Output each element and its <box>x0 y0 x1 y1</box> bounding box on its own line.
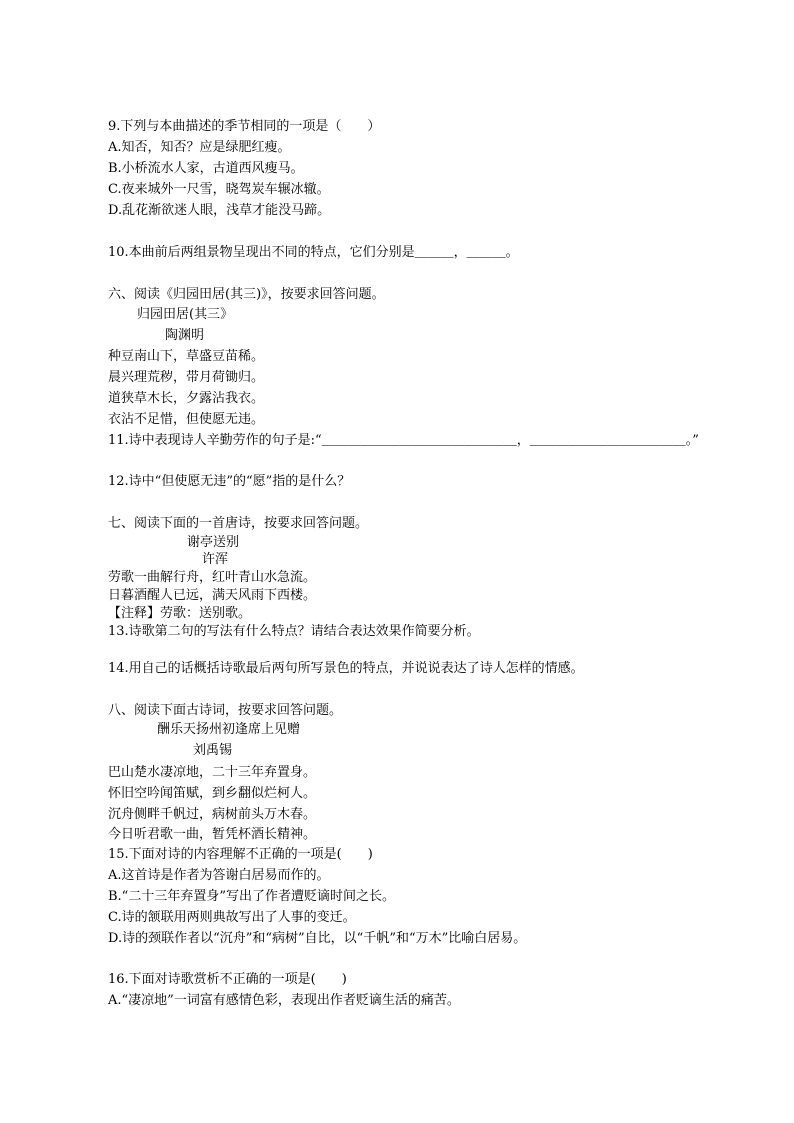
section-6-poem-line: 道狭草木长，夕露沾我衣。 <box>108 391 265 406</box>
question-15-option-d: D.诗的颈联作者以“沉舟”和“病树”自比，以“千帆”和“万木”比喻白居易。 <box>108 931 527 946</box>
question-11: 11.诗中表现诗人辛勤劳作的句子是:“＿＿＿＿＿＿＿＿＿＿＿＿＿＿＿，＿＿＿＿＿＿＿＿＿＿＿＿。” <box>108 433 699 448</box>
section-6-poem-title: 归园田居(其三》 <box>137 307 234 322</box>
section-7-poem-line: 日暮酒醒人已远，满天风雨下西楼。 <box>108 588 317 603</box>
section-6-poem-line: 衣沾不足惜，但使愿无违。 <box>108 412 265 427</box>
section-6-heading: 六、阅读《归园田居(其三)》，按要求回答问题。 <box>108 287 385 302</box>
question-16-stem: 16.下面对诗歌赏析不正确的一项是( ) <box>108 972 347 987</box>
section-7-heading: 七、阅读下面的一首唐诗，按要求回答问题。 <box>108 516 369 531</box>
section-6-poem-line: 晨兴理荒秽，带月荷锄归。 <box>108 370 265 385</box>
section-7-note: 【注释】劳歌：送别歌。 <box>108 606 252 621</box>
question-9-option-a: A.知否，知否？应是绿肥红瘦。 <box>108 140 291 155</box>
question-14: 14.用自己的话概括诗歌最后两句所写景色的特点，并说说表达了诗人怎样的情感。 <box>108 661 584 676</box>
question-15-option-c: C.诗的颔联用两则典故写出了人事的变迁。 <box>108 910 356 925</box>
question-12: 12.诗中“但使愿无违”的“愿”指的是什么？ <box>108 474 351 489</box>
section-8-poem-line: 巴山楚水凄凉地，二十三年弃置身。 <box>108 765 317 780</box>
question-15-option-b: B.“二十三年弃置身”写出了作者遭贬谪时间之长。 <box>108 889 395 904</box>
section-8-poem-line: 今日听君歌一曲，暂凭杯酒长精神。 <box>108 827 317 842</box>
question-9-option-d: D.乱花渐欲迷人眼，浅草才能没马蹄。 <box>108 203 331 218</box>
section-7-poem-title: 谢亭送别 <box>187 535 240 550</box>
question-16-option-a: A.“凄凉地”一词富有感情色彩，表现出作者贬谪生活的痛苦。 <box>108 993 460 1008</box>
section-8-poem-line: 怀旧空吟闻笛赋，到乡翻似烂柯人。 <box>108 786 317 801</box>
section-8-poem-line: 沉舟侧畔千帆过，病树前头万木春。 <box>108 807 317 822</box>
section-6-poem-line: 种豆南山下，草盛豆苗稀。 <box>108 349 265 364</box>
question-9-stem: 9.下列与本曲描述的季节相同的一项是（ ） <box>108 119 381 134</box>
question-13: 13.诗歌第二句的写法有什么特点？请结合表达效果作简要分析。 <box>108 624 480 639</box>
question-15-stem: 15.下面对诗的内容理解不正确的一项是( ) <box>108 847 373 862</box>
section-8-poem-author: 刘禹锡 <box>193 743 233 758</box>
question-15-option-a: A.这首诗是作者为答谢白居易而作的。 <box>108 868 330 883</box>
section-7-poem-line: 劳歌一曲解行舟，红叶青山水急流。 <box>108 570 317 585</box>
section-7-poem-author: 许浑 <box>202 552 229 567</box>
question-9-option-c: C.夜来城外一尺雪，晓驾炭车辗冰辙。 <box>108 182 330 197</box>
question-10: 10.本曲前后两组景物呈现出不同的特点，它们分别是＿＿＿，＿＿＿。 <box>108 245 519 260</box>
section-6-poem-author: 陶渊明 <box>165 328 205 343</box>
section-8-poem-title: 酬乐天扬州初逢席上见赠 <box>157 722 301 737</box>
section-8-heading: 八、阅读下面古诗词，按要求回答问题。 <box>108 703 343 718</box>
question-9-option-b: B.小桥流水人家，古道西风瘦马。 <box>108 161 304 176</box>
